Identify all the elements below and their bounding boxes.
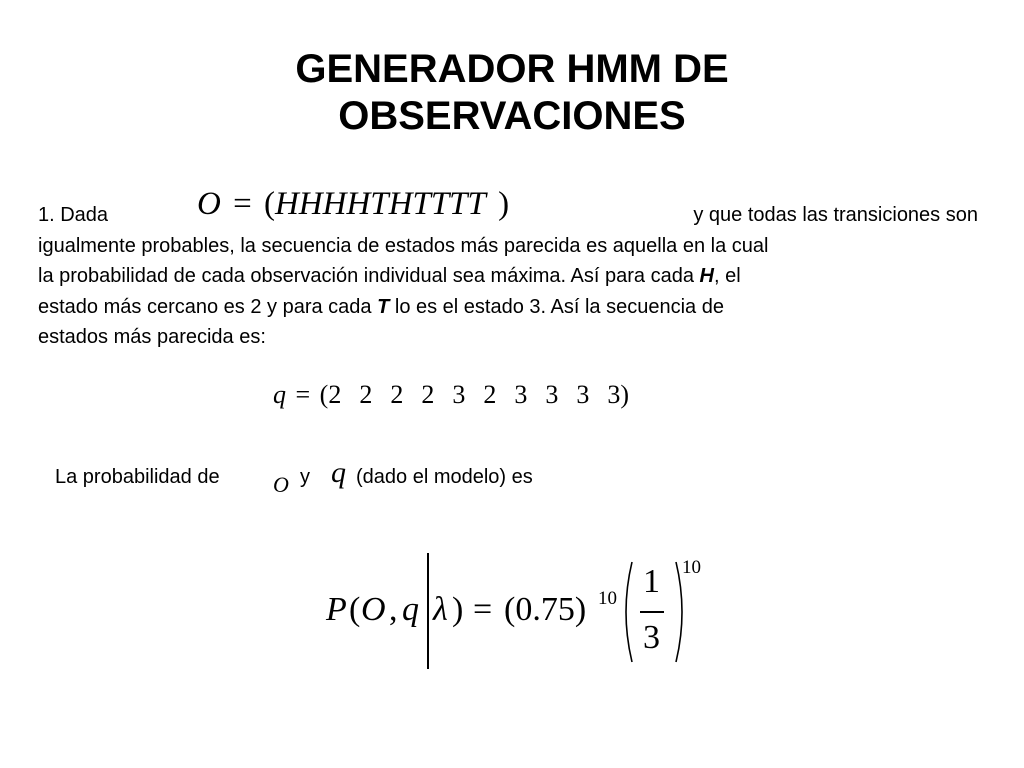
title-line-2: OBSERVACIONES [338, 94, 686, 138]
eq-o-symbol: O [197, 186, 221, 222]
formula-equals: = [473, 591, 493, 628]
conditional-bar [427, 553, 429, 669]
prob-sentence-part-3: (dado el modelo) es [356, 466, 533, 488]
eq-q-symbol: q [273, 380, 286, 409]
title-line-1: GENERADOR HMM DE [295, 47, 729, 91]
bold-t: T [377, 295, 390, 318]
paragraph-line-4-tail: lo es el estado 3. Así la secuencia de [394, 295, 724, 318]
eq-o-sequence: HHHHTHTTTT [274, 186, 486, 222]
prob-sentence-part-1: La probabilidad de [55, 466, 220, 488]
eq-q-value: 3 [545, 380, 559, 409]
eq-q-value: 2 [483, 380, 497, 409]
fraction-exponent: 10 [682, 557, 701, 578]
eq-q-value: 3 [514, 380, 528, 409]
fraction-bar [640, 611, 664, 613]
formula-comma: , [389, 591, 398, 628]
formula-q: q [402, 591, 419, 628]
paragraph-line-3-text: la probabilidad de cada observación individual sea máxima. Así para cada [38, 265, 694, 287]
formula-lambda: λ [433, 591, 448, 628]
eq-q-value: 2 [390, 380, 404, 409]
eq-q-value: (2 [319, 380, 342, 409]
formula-o: O [361, 591, 386, 628]
formula-close-paren: ) [452, 591, 464, 628]
prob-sentence-part-2: y [300, 466, 310, 488]
eq-q-value: 3) [607, 380, 630, 409]
bold-h: H [699, 265, 714, 287]
eq-q-value: 2 [421, 380, 435, 409]
paragraph-line-1-end: y que todas las transiciones son [693, 204, 978, 226]
paragraph-line-2: igualmente probables, la secuencia de estados más parecida es aquella en la cual [38, 234, 769, 257]
fraction-denominator: 3 [643, 619, 660, 656]
eq-q-value: 3 [576, 380, 590, 409]
formula-open-paren: ( [349, 591, 361, 628]
prob-symbol-q: q [331, 456, 346, 489]
formula-p: P [326, 591, 347, 628]
formula-base: (0.75) [504, 591, 587, 628]
paragraph-line-5: estados más parecida es: [38, 326, 266, 348]
eq-o-close: ) [498, 186, 510, 222]
formula-base-exponent: 10 [598, 588, 617, 609]
eq-q-equals: = [295, 380, 311, 409]
eq-q-value: 2 [359, 380, 373, 409]
paragraph-line-1-start: 1. Dada [38, 204, 109, 226]
paragraph-line-3-tail: , el [713, 265, 741, 287]
eq-o-equals: = [233, 186, 252, 222]
eq-o-open: ( [263, 186, 275, 222]
eq-q-value: 3 [452, 380, 466, 409]
prob-symbol-o: O [273, 472, 289, 497]
paragraph-line-4-text: estado más cercano es 2 y para cada [38, 295, 372, 318]
left-paren-shape [626, 562, 632, 662]
fraction-numerator: 1 [643, 563, 660, 600]
